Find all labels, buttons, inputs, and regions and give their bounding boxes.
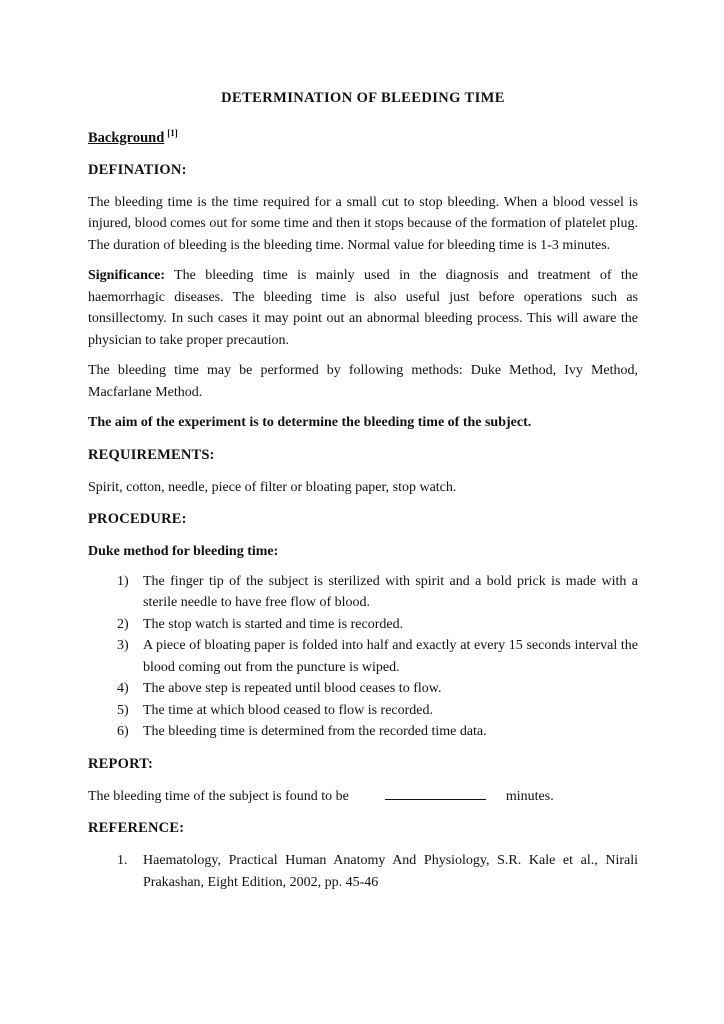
aim-paragraph: The aim of the experiment is to determine the bleeding time of the subject.	[88, 415, 532, 431]
step-number: 1)	[117, 573, 129, 589]
background-heading-label: Background	[88, 129, 165, 146]
significance-label: Significance:	[88, 268, 165, 284]
step-text: The finger tip of the subject is sterilized with spirit and a bold prick is made with a sterile needle to have free flow of blood.	[143, 573, 638, 611]
procedure-step	[88, 571, 638, 614]
defination-paragraph: The bleeding time is the time required for a small cut to stop bleeding. When a blood vessel is injured, blood comes out for some time and then it stops because of the formation of platelet plug. The duration of bleeding is the bleeding time. Normal value for bleeding time is 1-3 minutes.	[88, 194, 638, 253]
step-number: 6)	[117, 724, 129, 740]
reference-heading: REFERENCE:	[88, 820, 185, 837]
procedure-step	[88, 678, 638, 700]
procedure-steps-list	[88, 571, 638, 743]
requirements-heading: REQUIREMENTS:	[88, 446, 215, 463]
reference-text: Haematology, Practical Human Anatomy And Physiology, S.R. Kale et al., Nirali Prakashan, Eight Edition, 2002, pp. 45-46	[143, 853, 638, 890]
report-text-after: minutes.	[505, 788, 554, 804]
significance-text: The bleeding time is mainly used in the diagnosis and treatment of the haemorrhagic diseases. The bleeding time is also useful just before operations such as tonsillectomy. In such cases it may point out an abnormal bleeding process. This will aware the physician to take proper precaution.	[88, 268, 639, 348]
step-text: The stop watch is started and time is recorded.	[143, 616, 404, 632]
step-text: The bleeding time is determined from the recorded time data.	[143, 724, 487, 740]
reference-item	[88, 850, 638, 893]
report-heading: REPORT:	[88, 755, 154, 772]
citation-superscript: [1]	[167, 128, 178, 138]
procedure-heading: PROCEDURE:	[88, 511, 187, 528]
procedure-step	[88, 614, 638, 636]
procedure-step	[88, 721, 638, 743]
step-number: 2)	[117, 616, 129, 632]
reference-list	[88, 850, 638, 893]
report-result-line	[88, 786, 638, 808]
procedure-step	[88, 700, 638, 722]
defination-heading: DEFINATION:	[88, 161, 187, 178]
requirements-paragraph: Spirit, cotton, needle, piece of filter or bloating paper, stop watch.	[88, 479, 457, 495]
procedure-step	[88, 635, 638, 678]
step-text: The time at which blood ceased to flow is recorded.	[143, 702, 434, 718]
reference-number: 1.	[117, 853, 128, 869]
report-text-before: The bleeding time of the subject is found to be	[88, 788, 349, 804]
step-text: A piece of bloating paper is folded into half and exactly at every 15 seconds interval the blood coming out from the puncture is wiped.	[143, 638, 638, 675]
page-title: DETERMINATION OF BLEEDING TIME	[221, 90, 505, 106]
step-text: The above step is repeated until blood ceases to flow.	[143, 681, 442, 697]
significance-paragraph	[88, 265, 638, 351]
step-number: 5)	[117, 702, 129, 718]
step-number: 3)	[117, 638, 129, 654]
background-heading	[88, 122, 638, 149]
methods-paragraph: The bleeding time may be performed by following methods: Duke Method, Ivy Method, Macfarlane Method.	[88, 363, 638, 400]
fill-in-blank-line	[385, 788, 486, 800]
duke-method-subheading: Duke method for bleeding time:	[88, 544, 279, 560]
step-number: 4)	[117, 681, 129, 697]
